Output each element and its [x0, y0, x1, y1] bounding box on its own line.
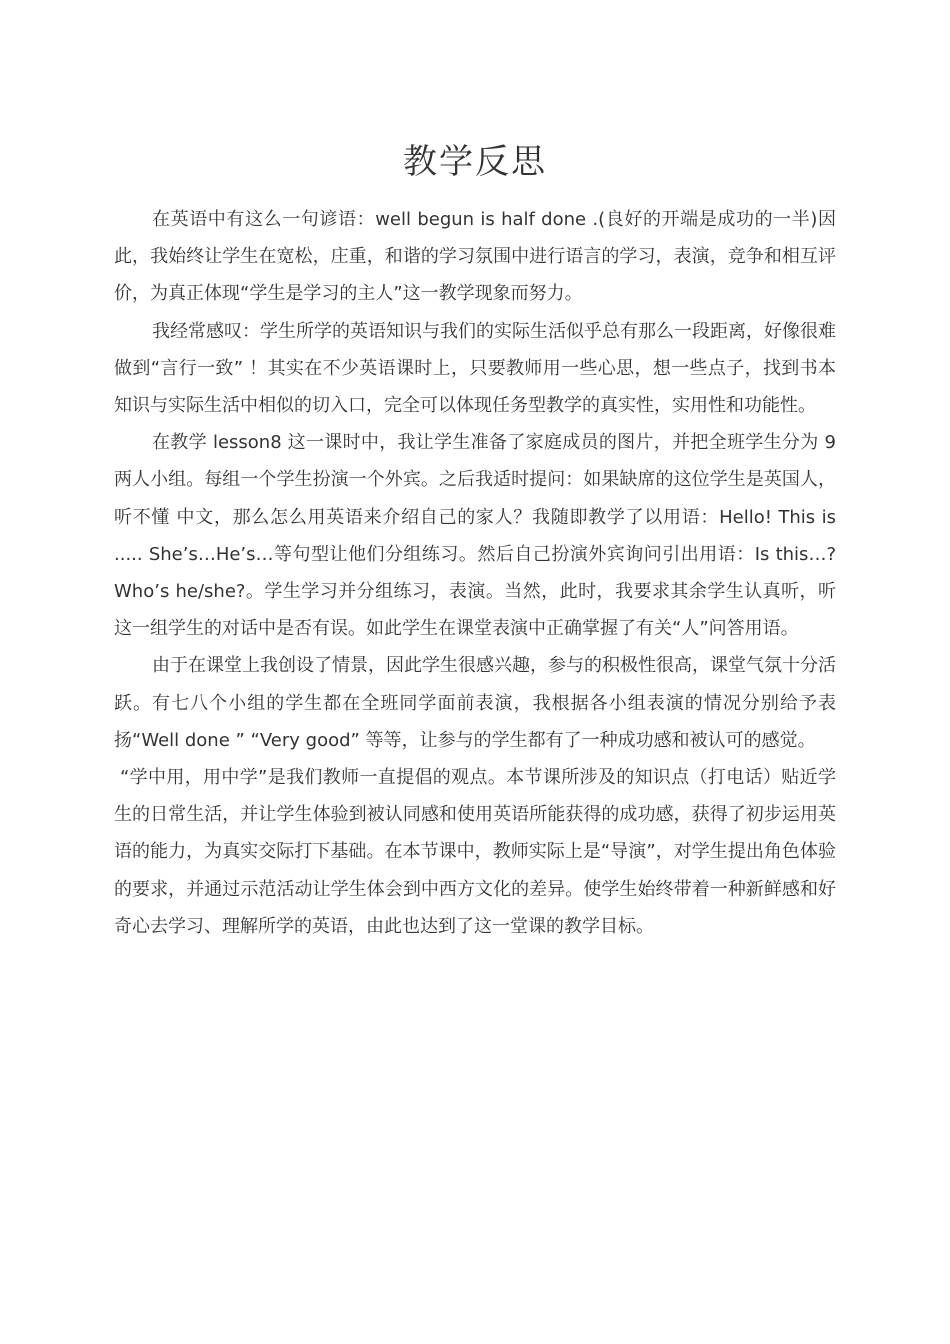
paragraph-5: “学中用，用中学”是我们教师一直提倡的观点。本节课所涉及的知识点（打电话）贴近学生的日常生活，并让学生体验到被认同感和使用英语所能获得的成功感，获得了初步运用英语的能力，为真实交际打下基础。在本节课中，教师实际上是“导演”，对学生提出角色体验的要求，并通过示范活动让学生体会到中西方文化的差异。使学生始终带着一种新鲜感和好奇心去学习、理解所学的英语，由此也达到了这一堂课的教学目标。: [114, 767, 836, 937]
document-body: [114, 201, 836, 945]
paragraph-3: 在教学 lesson8 这一课时中，我让学生准备了家庭成员的图片，并把全班学生分为 9 两人小组。每组一个学生扮演一个外宾。之后我适时提问：如果缺席的这位学生是英国人，听不懂 中文，那么怎么用英语来介绍自己的家人？我随即教学了以用语：Hello! This is ..... She’s…He’s…等句型让他们分组练习。然后自己扮演外宾询问引出用语：Is this…? Who’s he/she?。学生学习并分组练习，表演。当然，此时，我要求其余学生认真听，听这一组学生的对话中是否有误。如此学生在课堂表演中正确掌握了有关“人”问答用语。: [114, 432, 836, 640]
document-title: 教学反思: [403, 142, 547, 182]
paragraph-1: 在英语中有这么一句谚语：well begun is half done .(良好的开端是成功的一半)因此，我始终让学生在宽松，庄重，和谐的学习氛围中进行语言的学习，表演，竞争和相互评价，为真正体现“学生是学习的主人”这一教学现象而努力。: [114, 209, 836, 305]
paragraph-4: 由于在课堂上我创设了情景，因此学生很感兴趣，参与的积极性很高，课堂气氛十分活跃。有七八个小组的学生都在全班同学面前表演，我根据各小组表演的情况分别给予表扬“Well done ” “Very good” 等等，让参与的学生都有了一种成功感和被认可的感觉。: [114, 655, 836, 751]
paragraph-2: 我经常感叹：学生所学的英语知识与我们的实际生活似乎总有那么一段距离，好像很难做到“言行一致” ！其实在不少英语课时上，只要教师用一些心思，想一些点子，找到书本知识与实际生活中相似的切入口，完全可以体现任务型教学的真实性，实用性和功能性。: [114, 320, 836, 417]
